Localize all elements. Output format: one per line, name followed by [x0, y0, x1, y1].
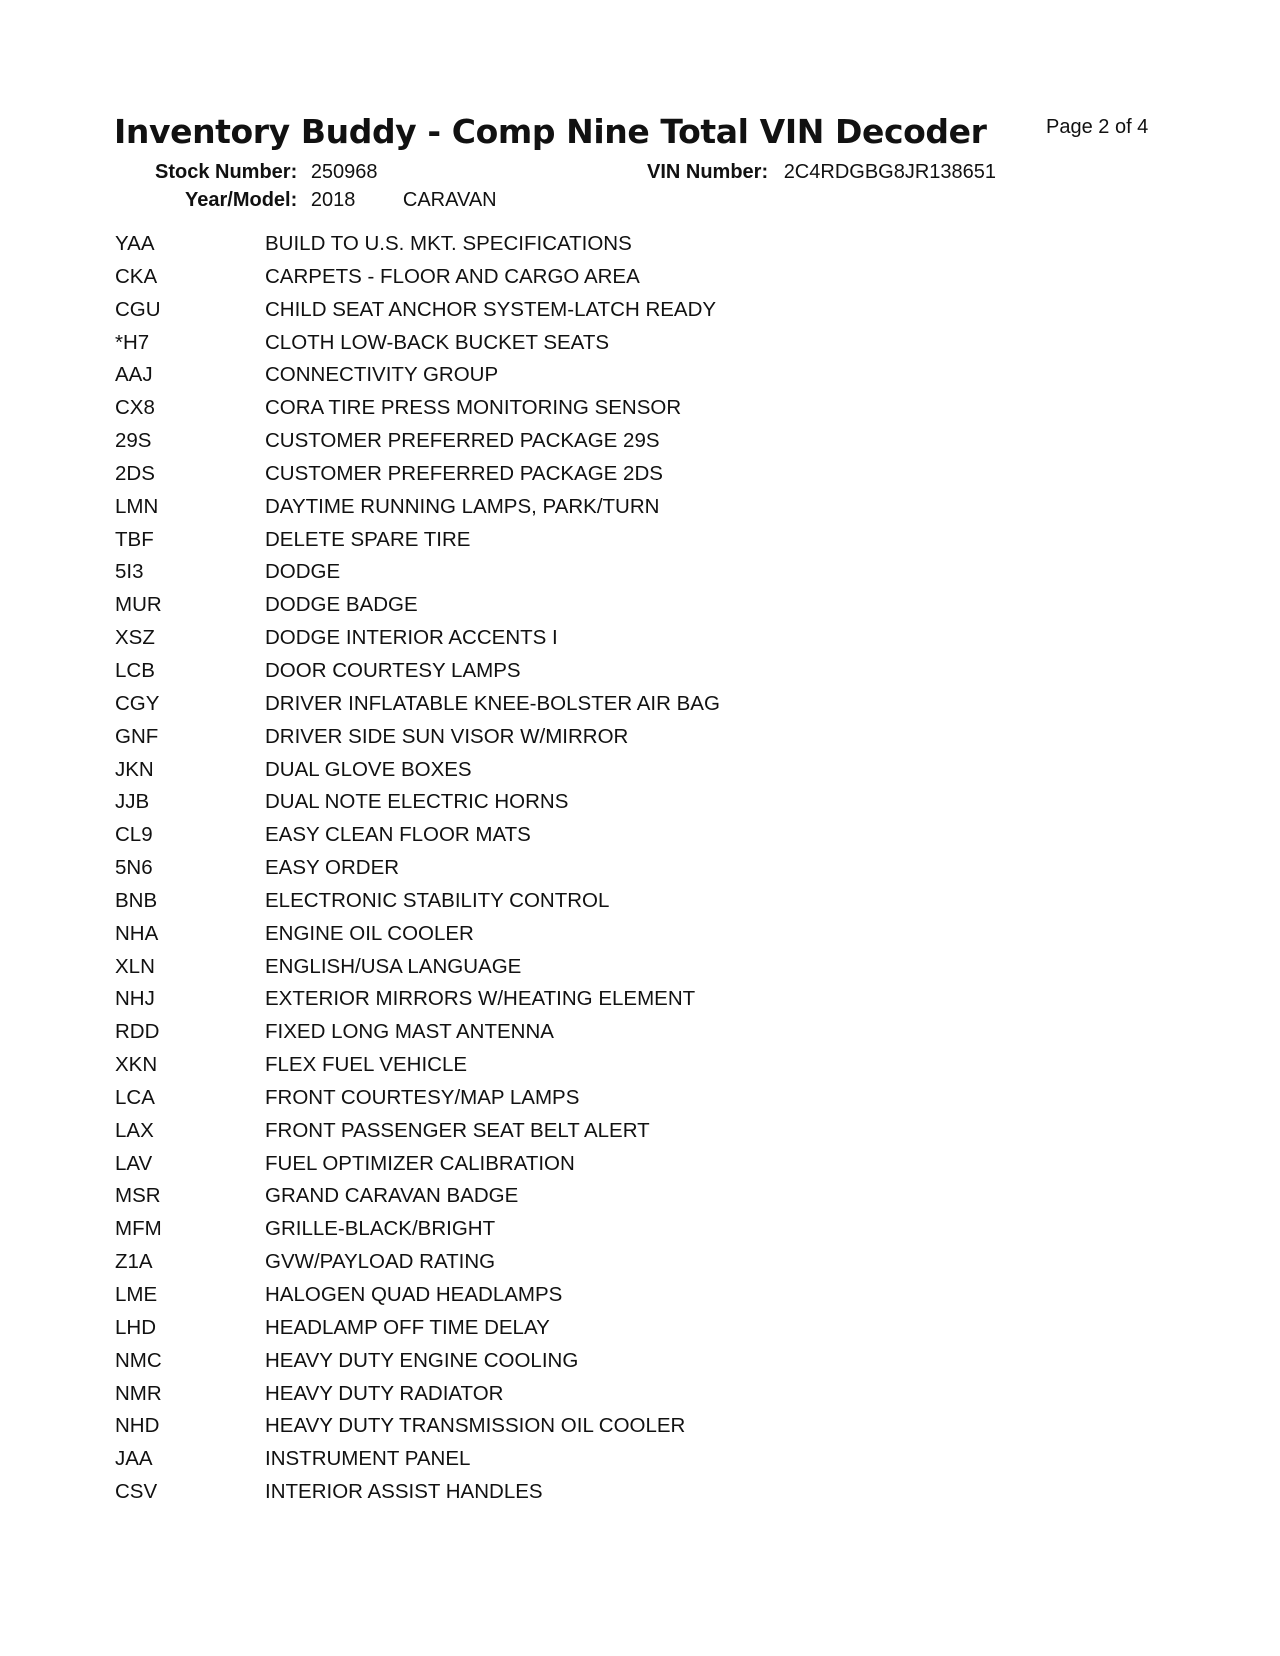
year-value: 2018 — [310, 189, 356, 211]
option-row — [0, 720, 1280, 753]
option-description: DODGE BADGE — [265, 593, 418, 617]
option-row — [0, 424, 1280, 457]
option-code: AAJ — [115, 363, 153, 387]
option-row — [0, 1475, 1280, 1508]
option-description: CARPETS - FLOOR AND CARGO AREA — [265, 264, 640, 288]
option-code: Z1A — [115, 1250, 153, 1274]
option-code: MSR — [115, 1184, 161, 1208]
option-description: DUAL NOTE ELECTRIC HORNS — [265, 790, 569, 814]
option-description: CONNECTIVITY GROUP — [265, 363, 499, 387]
option-description: DAYTIME RUNNING LAMPS, PARK/TURN — [265, 494, 660, 518]
option-row — [0, 457, 1280, 490]
option-code: CKA — [115, 264, 158, 288]
option-description: FRONT COURTESY/MAP LAMPS — [265, 1085, 580, 1109]
option-row — [0, 884, 1280, 917]
option-row — [0, 1114, 1280, 1147]
option-description: FIXED LONG MAST ANTENNA — [265, 1020, 554, 1044]
option-row — [0, 326, 1280, 359]
option-code: JJB — [115, 790, 150, 814]
option-description: HEAVY DUTY TRANSMISSION OIL COOLER — [265, 1414, 686, 1438]
option-code: JAA — [115, 1447, 153, 1471]
option-row — [0, 1212, 1280, 1245]
option-description: EASY CLEAN FLOOR MATS — [265, 823, 531, 847]
option-row — [0, 588, 1280, 621]
option-row — [0, 851, 1280, 884]
option-description: INSTRUMENT PANEL — [265, 1447, 471, 1471]
option-code: LCA — [115, 1085, 155, 1109]
option-code: YAA — [115, 232, 155, 255]
option-row — [0, 1311, 1280, 1344]
option-description: DRIVER INFLATABLE KNEE-BOLSTER AIR BAG — [265, 691, 720, 715]
option-code: *H7 — [115, 330, 150, 354]
option-code: XLN — [115, 954, 155, 978]
option-description: DODGE INTERIOR ACCENTS I — [265, 626, 558, 650]
option-description: CUSTOMER PREFERRED PACKAGE 29S — [265, 429, 660, 453]
option-row — [0, 1245, 1280, 1278]
model-value: CARAVAN — [402, 189, 497, 211]
option-row — [0, 950, 1280, 983]
option-code: BNB — [115, 888, 158, 912]
option-code: LAV — [115, 1151, 153, 1175]
option-description: HEADLAMP OFF TIME DELAY — [265, 1315, 550, 1339]
option-description: DOOR COURTESY LAMPS — [265, 658, 521, 682]
option-row — [0, 293, 1280, 326]
option-code: CGU — [115, 297, 161, 321]
option-row — [0, 753, 1280, 786]
option-description: CUSTOMER PREFERRED PACKAGE 2DS — [265, 461, 663, 485]
option-row — [0, 1179, 1280, 1212]
stock-number-field — [155, 161, 378, 184]
option-row — [0, 1442, 1280, 1475]
option-code: MFM — [115, 1217, 162, 1241]
option-description: HEAVY DUTY RADIATOR — [265, 1381, 504, 1405]
option-row — [0, 785, 1280, 818]
option-row — [0, 260, 1280, 293]
year-model-label: Year/Model: — [185, 189, 298, 211]
option-code: LHD — [115, 1315, 157, 1339]
option-description: DRIVER SIDE SUN VISOR W/MIRROR — [265, 724, 629, 748]
option-description: GVW/PAYLOAD RATING — [265, 1250, 496, 1274]
option-code: LMN — [115, 494, 159, 518]
option-row — [0, 621, 1280, 654]
option-code: 5I3 — [115, 560, 144, 584]
option-code: NHA — [115, 921, 159, 945]
vin-number-value: 2C4RDGBG8JR138651 — [783, 161, 997, 183]
option-code: XSZ — [115, 626, 155, 650]
option-row — [0, 1147, 1280, 1180]
option-code: NHD — [115, 1414, 160, 1438]
option-code: NMR — [115, 1381, 162, 1405]
option-code-list — [0, 227, 1280, 1508]
option-description: FUEL OPTIMIZER CALIBRATION — [265, 1151, 575, 1175]
option-code: CGY — [115, 691, 160, 715]
option-row — [0, 1344, 1280, 1377]
stock-number-value: 250968 — [310, 161, 378, 183]
option-row — [0, 1377, 1280, 1410]
option-row — [0, 227, 1280, 260]
option-description: DODGE — [265, 560, 341, 584]
option-row — [0, 1081, 1280, 1114]
option-row — [0, 1015, 1280, 1048]
option-row — [0, 917, 1280, 950]
option-row — [0, 358, 1280, 391]
option-description: CORA TIRE PRESS MONITORING SENSOR — [265, 396, 682, 420]
option-description: DELETE SPARE TIRE — [265, 527, 471, 551]
option-code: 2DS — [115, 461, 155, 485]
option-row — [0, 687, 1280, 720]
option-description: EXTERIOR MIRRORS W/HEATING ELEMENT — [265, 987, 696, 1011]
option-code: CSV — [115, 1480, 158, 1504]
option-code: GNF — [115, 724, 159, 748]
option-description: INTERIOR ASSIST HANDLES — [265, 1480, 543, 1504]
option-code: XKN — [115, 1053, 158, 1077]
option-description: HEAVY DUTY ENGINE COOLING — [265, 1348, 579, 1372]
option-row — [0, 490, 1280, 523]
option-code: TBF — [115, 527, 154, 551]
document-title: Inventory Buddy - Comp Nine Total VIN Decoder — [114, 112, 987, 151]
option-description: GRAND CARAVAN BADGE — [265, 1184, 519, 1208]
year-model-field — [185, 189, 497, 212]
option-code: 5N6 — [115, 856, 153, 880]
option-description: CLOTH LOW-BACK BUCKET SEATS — [265, 330, 610, 354]
option-description: ENGLISH/USA LANGUAGE — [265, 954, 522, 978]
option-code: JKN — [115, 757, 154, 781]
option-description: BUILD TO U.S. MKT. SPECIFICATIONS — [265, 232, 632, 255]
option-row — [0, 1409, 1280, 1442]
option-code: CL9 — [115, 823, 153, 847]
option-code: 29S — [115, 429, 152, 453]
option-description: FLEX FUEL VEHICLE — [265, 1053, 468, 1077]
option-row — [0, 818, 1280, 851]
option-row — [0, 1278, 1280, 1311]
option-row — [0, 982, 1280, 1015]
option-code: NHJ — [115, 987, 155, 1011]
option-description: CHILD SEAT ANCHOR SYSTEM-LATCH READY — [265, 297, 717, 321]
option-code: MUR — [115, 593, 162, 617]
option-row — [0, 555, 1280, 588]
option-description: DUAL GLOVE BOXES — [265, 757, 472, 781]
option-code: LME — [115, 1283, 158, 1306]
option-code: LCB — [115, 658, 155, 682]
stock-number-label: Stock Number: — [155, 161, 298, 183]
option-code: RDD — [115, 1020, 160, 1044]
option-row — [0, 654, 1280, 687]
option-description: FRONT PASSENGER SEAT BELT ALERT — [265, 1118, 650, 1142]
vin-number-field — [647, 161, 996, 184]
option-row — [0, 1048, 1280, 1081]
option-row — [0, 523, 1280, 556]
option-code: LAX — [115, 1118, 154, 1142]
option-code: CX8 — [115, 396, 155, 420]
option-description: EASY ORDER — [265, 856, 400, 880]
option-description: HALOGEN QUAD HEADLAMPS — [265, 1283, 563, 1306]
option-row — [0, 391, 1280, 424]
option-description: GRILLE-BLACK/BRIGHT — [265, 1217, 496, 1241]
option-code: NMC — [115, 1348, 162, 1372]
option-description: ENGINE OIL COOLER — [265, 921, 474, 945]
option-description: ELECTRONIC STABILITY CONTROL — [265, 888, 610, 912]
vin-number-label: VIN Number: — [647, 161, 769, 183]
page-indicator: Page 2 of 4 — [1046, 116, 1149, 138]
